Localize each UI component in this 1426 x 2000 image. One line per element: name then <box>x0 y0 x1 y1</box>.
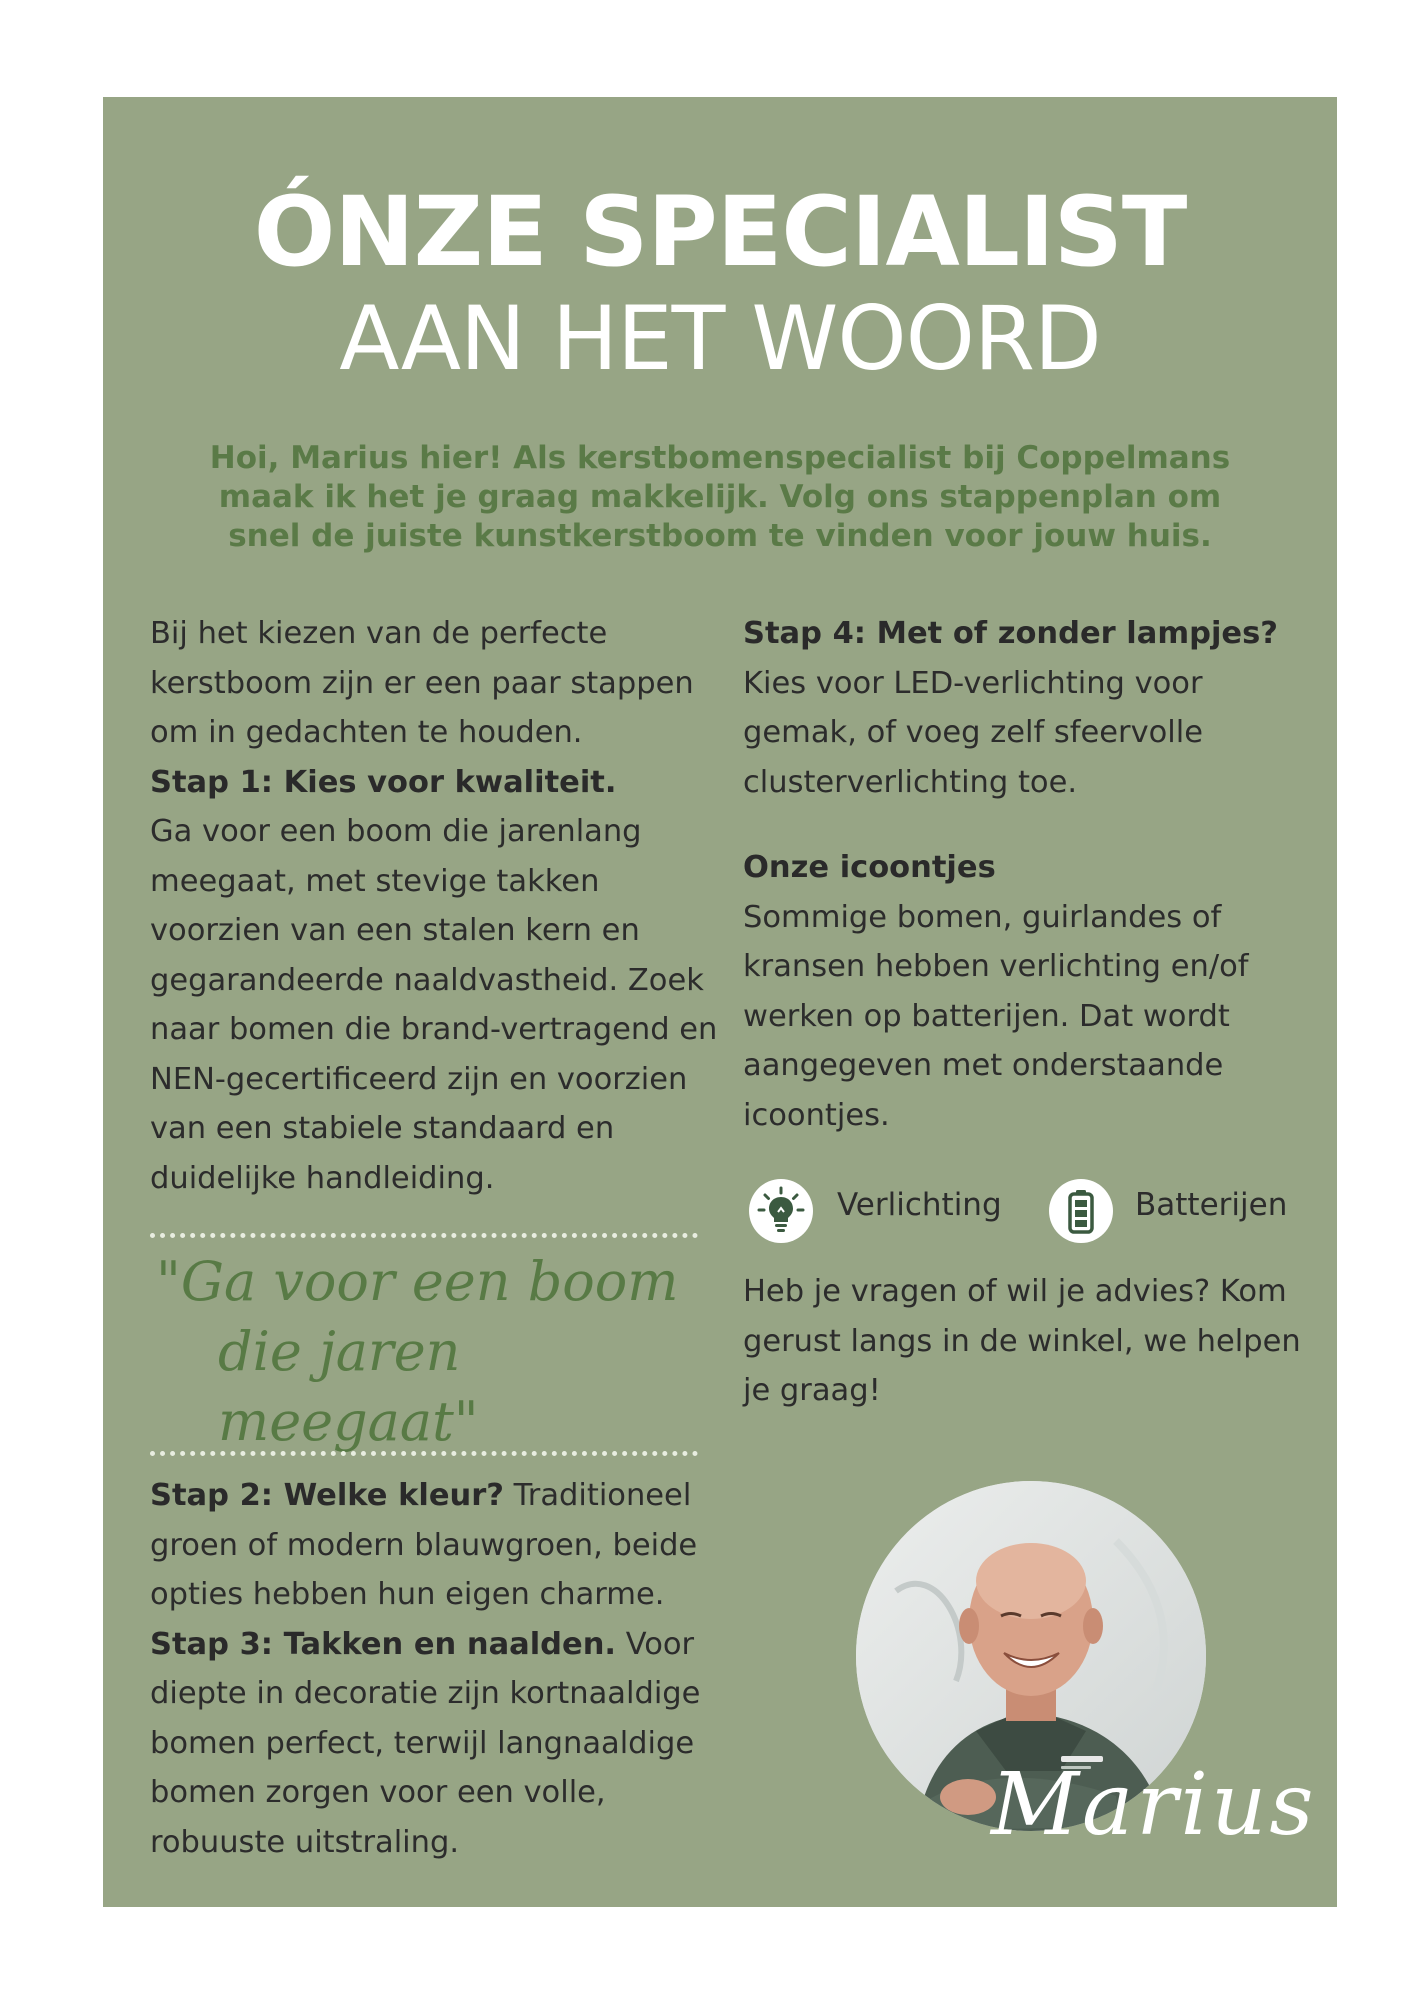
opening-paragraph: Bij het kiezen van de perfecte kerstboom zijn er een paar stappen om in gedachten te houden. <box>150 616 694 750</box>
dotted-divider-bottom <box>150 1451 698 1456</box>
step3-title: Stap 3: Takken en naalden. <box>150 1626 617 1662</box>
page-title-light: AAN HET WOORD <box>339 287 1101 390</box>
battery-icon <box>1049 1179 1113 1243</box>
battery-label: Batterijen <box>1135 1187 1288 1223</box>
closing-paragraph: Heb je vragen of wil je advies? Kom gerust langs in de winkel, we helpen je graag! <box>743 1274 1301 1408</box>
step2-text: Traditioneel groen of modern blauwgroen, beide opties hebben hun eigen charme. <box>150 1478 698 1612</box>
icons-block <box>743 843 1303 1140</box>
icons-paragraph: Sommige bomen, guirlandes of kransen hebben verlichting en/of werken op batterijen. Dat wordt aangegeven met onderstaande icoontjes. <box>743 899 1249 1133</box>
lighting-label: Verlichting <box>837 1187 1002 1223</box>
handwritten-quote <box>138 1247 738 1457</box>
green-panel <box>103 97 1337 1907</box>
quote-line-2: die jaren meegaat" <box>218 1320 479 1453</box>
lightbulb-icon <box>749 1179 813 1243</box>
icons-title: Onze icoontjes <box>743 850 996 885</box>
signature: Marius <box>991 1755 1317 1855</box>
step4-heading <box>743 609 1303 659</box>
step1-paragraph: Ga voor een boom die jarenlang meegaat, met stevige takken voorzien van een stalen kern en gegarandeerde naaldvastheid. Zoek naar bomen die brand-vertragend en NEN-gecertificeerd zijn en voorzien van een stabiele standaard en duidelijke handleiding. <box>150 814 718 1196</box>
steps-2-3-paragraph <box>150 1471 730 1867</box>
step4-title: Stap 4: Met of zonder lampjes? <box>743 616 1278 651</box>
step2-title: Stap 2: Welke kleur? <box>150 1478 504 1513</box>
left-column-bottom <box>150 1471 730 1867</box>
quote-line-1: "Ga voor een boom <box>156 1250 679 1313</box>
step3-text: Voor diepte in decoratie zijn kortnaaldige bomen perfect, terwijl langnaaldige bomen zorgen voor een volle, robuuste uitstraling. <box>150 1626 701 1860</box>
dotted-divider-top <box>150 1233 698 1238</box>
left-column-top <box>150 609 730 1203</box>
page-title-bold: ÓNZE SPECIALIST <box>253 176 1187 288</box>
intro-text: Hoi, Marius hier! Als kerstbomenspecialist bij Coppelmans maak ik het je graag makkelijk. Volg ons stappenplan om snel de juiste kunstkerstboom te vinden voor jouw huis. <box>209 440 1231 554</box>
step1-title: Stap 1: Kies voor kwaliteit. <box>150 764 617 800</box>
step1-heading <box>150 758 730 808</box>
icon-legend <box>749 1179 1309 1247</box>
step4-paragraph: Kies voor LED-verlichting voor gemak, of voeg zelf sfeervolle clusterverlichting toe. <box>743 665 1204 800</box>
icons-heading <box>743 843 1303 893</box>
closing-block <box>743 1267 1303 1416</box>
step4-block <box>743 609 1303 807</box>
